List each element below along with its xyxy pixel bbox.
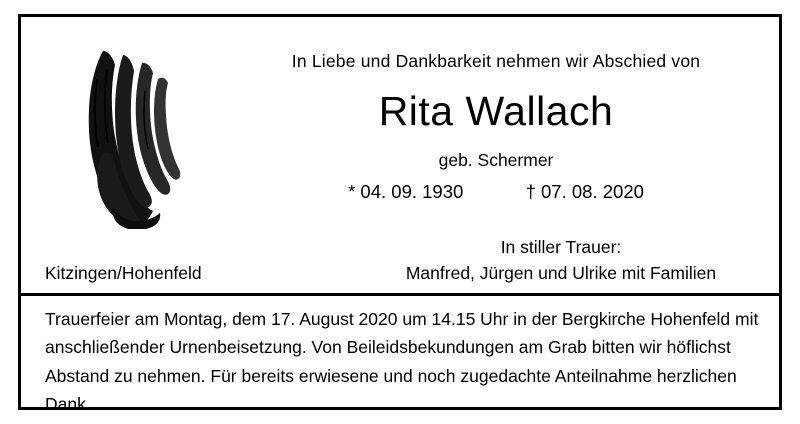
obituary-inner xyxy=(21,17,779,415)
obituary-card xyxy=(18,14,782,415)
maiden-name: geb. Schermer xyxy=(438,150,554,170)
praying-hands-icon xyxy=(57,39,197,229)
mourning-names: Manfred, Jürgen und Ulrike mit Familien xyxy=(405,263,717,283)
mourning-label: In stiller Trauer: xyxy=(500,237,622,257)
birth-date: * 04. 09. 1930 xyxy=(348,181,464,202)
intro-text: In Liebe und Dankbarkeit nehmen wir Abschied von xyxy=(291,51,701,71)
life-dates xyxy=(221,181,771,203)
deceased-name: Rita Wallach xyxy=(378,88,614,134)
funeral-details-text: Trauerfeier am Montag, dem 17. August 2020 um 14.15 Uhr in der Bergkirche Hohenfeld mit anschließender Urnenbeisetzung. Von Beileidsbekundungen am Grab bitten wir höflichst Abstand zu nehmen. Für bereits erwiesene und noch zugedachte Anteilnahme herzlichen Dank. xyxy=(45,309,759,415)
death-date: † 07. 08. 2020 xyxy=(525,181,644,202)
place-text: Kitzingen/Hohenfeld xyxy=(45,263,202,283)
divider xyxy=(21,293,779,296)
